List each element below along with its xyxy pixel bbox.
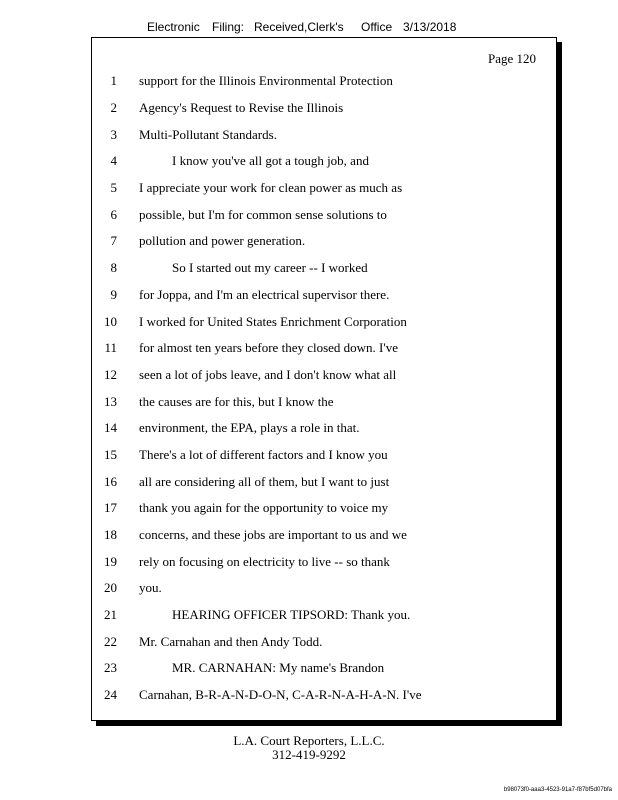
- line-text: Agency's Request to Revise the Illinois: [139, 100, 344, 115]
- line-number: 8: [110, 260, 117, 275]
- line-number: 18: [104, 527, 117, 542]
- line-number: 2: [110, 100, 117, 115]
- line-text: for Joppa, and I'm an electrical supervisor there.: [139, 287, 390, 302]
- line-number: 9: [110, 287, 117, 302]
- filing-header: [0, 20, 618, 38]
- line-number: 10: [104, 314, 117, 329]
- line-number: 24: [104, 687, 117, 702]
- line-text: support for the Illinois Environmental Protection: [139, 73, 393, 88]
- line-text: Multi-Pollutant Standards.: [139, 127, 277, 142]
- page-number: Page 120: [487, 51, 536, 66]
- header-filing: Filing:: [212, 20, 245, 34]
- line-text: seen a lot of jobs leave, and I don't know what all: [139, 367, 397, 382]
- line-text: rely on focusing on electricity to live -- so thank: [139, 554, 390, 569]
- line-number: 16: [104, 474, 117, 489]
- line-number: 15: [104, 447, 117, 462]
- line-number: 12: [104, 367, 117, 382]
- line-text: for almost ten years before they closed down. I've: [139, 340, 399, 355]
- line-text: I know you've all got a tough job, and: [172, 153, 369, 168]
- line-number: 21: [104, 607, 117, 622]
- line-text: environment, the EPA, plays a role in that.: [139, 420, 360, 435]
- line-text: concerns, and these jobs are important to us and we: [139, 527, 407, 542]
- line-number: 6: [110, 207, 117, 222]
- line-number: 17: [104, 500, 117, 515]
- line-text: Mr. Carnahan and then Andy Todd.: [139, 634, 323, 649]
- line-text: HEARING OFFICER TIPSORD: Thank you.: [172, 607, 411, 622]
- line-text: the causes are for this, but I know the: [139, 394, 334, 409]
- line-text: pollution and power generation.: [139, 233, 306, 248]
- line-number: 4: [110, 153, 117, 168]
- line-text: possible, but I'm for common sense solutions to: [139, 207, 387, 222]
- line-text: MR. CARNAHAN: My name's Brandon: [172, 660, 385, 675]
- line-number: 3: [110, 127, 117, 142]
- line-number: 22: [104, 634, 117, 649]
- line-number: 20: [104, 580, 117, 595]
- line-text: all are considering all of them, but I want to just: [139, 474, 390, 489]
- document-id: b98073f0-aaa3-4523-91a7-f87bf5d07bfa: [503, 787, 612, 793]
- footer-company: L.A. Court Reporters, L.L.C.: [233, 733, 385, 748]
- line-text: I worked for United States Enrichment Corporation: [139, 314, 407, 329]
- line-text: So I started out my career -- I worked: [172, 260, 368, 275]
- line-text: There's a lot of different factors and I know you: [139, 447, 388, 462]
- line-text: Carnahan, B-R-A-N-D-O-N, C-A-R-N-A-H-A-N. I've: [139, 687, 422, 702]
- line-number: 5: [110, 180, 117, 195]
- line-number: 19: [104, 554, 117, 569]
- line-number: 14: [104, 420, 117, 435]
- line-number: 11: [104, 340, 117, 355]
- line-text: thank you again for the opportunity to voice my: [139, 500, 389, 515]
- line-number: 1: [110, 73, 117, 88]
- line-text: I appreciate your work for clean power as much as: [139, 180, 403, 195]
- header-office: Office: [361, 20, 393, 34]
- line-number: 13: [104, 394, 117, 409]
- line-number: 7: [110, 233, 117, 248]
- header-electronic: Electronic: [147, 20, 200, 34]
- footer-phone: 312-419-9292: [272, 747, 346, 762]
- line-number: 23: [104, 660, 117, 675]
- line-text: you.: [139, 580, 162, 595]
- header-received: Received,Clerk's: [254, 20, 344, 34]
- header-date: 3/13/2018: [403, 20, 457, 34]
